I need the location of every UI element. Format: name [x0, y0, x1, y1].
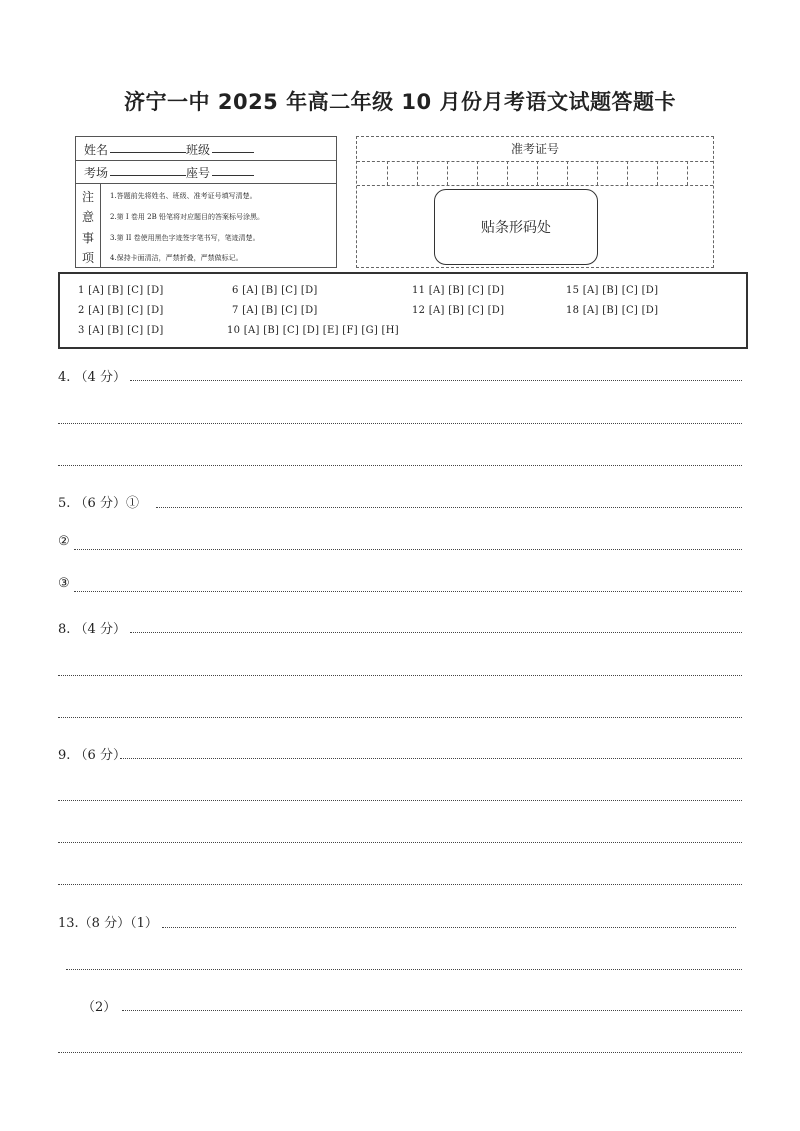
question-5-item-3: ③ — [58, 576, 70, 591]
room-field[interactable] — [110, 163, 186, 176]
question-5-item-2: ② — [58, 534, 70, 549]
answer-line[interactable] — [58, 1052, 742, 1053]
page-title: 济宁一中 2025 年高二年级 10 月份月考语文试题答题卡 — [124, 90, 676, 114]
name-label: 姓名 — [84, 143, 109, 157]
note-item: 1.答题前先将姓名、班级、准考证号填写清楚。 — [110, 192, 257, 200]
choice-item[interactable]: 7 [A] [B] [C] [D] — [232, 305, 318, 316]
choice-item[interactable]: 15 [A] [B] [C] [D] — [566, 285, 659, 296]
question-5-label: 5. （6 分）① — [58, 496, 139, 511]
note-item: 4.保持卡面清洁，严禁折叠，严禁做标记。 — [110, 254, 243, 262]
answer-line[interactable] — [66, 969, 742, 970]
name-field[interactable] — [110, 140, 186, 153]
seat-label: 座号 — [186, 166, 211, 180]
answer-line[interactable] — [58, 675, 742, 676]
choice-item[interactable]: 2 [A] [B] [C] [D] — [78, 305, 164, 316]
answer-line[interactable] — [74, 549, 742, 550]
answer-line[interactable] — [162, 927, 736, 928]
room-seat-row — [76, 160, 336, 184]
answer-line[interactable] — [58, 842, 742, 843]
class-label: 班级 — [186, 143, 211, 157]
barcode-area: 贴条形码处 — [434, 189, 598, 265]
answer-line[interactable] — [122, 1010, 742, 1011]
note-item: 2.第 I 卷用 2B 铅笔将对应题目的答案标号涂黑。 — [110, 213, 264, 221]
question-8-label: 8. （4 分） — [58, 622, 126, 637]
seat-field[interactable] — [212, 163, 254, 176]
choice-item[interactable]: 11 [A] [B] [C] [D] — [412, 285, 505, 296]
answer-line[interactable] — [130, 632, 742, 633]
choice-answer-box — [58, 272, 748, 349]
question-13-part-2-label: （2） — [82, 1000, 117, 1015]
name-class-row — [76, 137, 336, 161]
choice-item[interactable]: 1 [A] [B] [C] [D] — [78, 285, 164, 296]
question-13-label: 13.（8 分）（1） — [58, 916, 158, 931]
answer-line[interactable] — [58, 800, 742, 801]
answer-line[interactable] — [74, 591, 742, 592]
exam-number-box — [356, 136, 714, 268]
note-item: 3.第 II 卷使用黑色字迹签字笔书写，笔迹清楚。 — [110, 234, 260, 242]
choice-item[interactable]: 3 [A] [B] [C] [D] — [78, 325, 164, 336]
exam-number-cells[interactable] — [357, 161, 713, 186]
choice-item[interactable]: 12 [A] [B] [C] [D] — [412, 305, 505, 316]
class-field[interactable] — [212, 140, 254, 153]
room-label: 考场 — [84, 166, 109, 180]
notes-side-label: 注 意 事 项 — [76, 183, 101, 267]
choice-item[interactable]: 6 [A] [B] [C] [D] — [232, 285, 318, 296]
answer-line[interactable] — [58, 465, 742, 466]
notes-section — [76, 183, 336, 267]
choice-item[interactable]: 18 [A] [B] [C] [D] — [566, 305, 659, 316]
answer-line[interactable] — [58, 884, 742, 885]
answer-line[interactable] — [130, 380, 742, 381]
question-9-label: 9. （6 分） — [58, 748, 126, 763]
exam-number-label: 准考证号 — [357, 137, 713, 162]
choice-item[interactable]: 10 [A] [B] [C] [D] [E] [F] [G] [H] — [227, 325, 399, 336]
answer-line[interactable] — [156, 507, 742, 508]
answer-line[interactable] — [120, 758, 742, 759]
answer-line[interactable] — [58, 717, 742, 718]
student-info-box — [75, 136, 337, 268]
answer-line[interactable] — [58, 423, 742, 424]
question-4-label: 4. （4 分） — [58, 370, 126, 385]
